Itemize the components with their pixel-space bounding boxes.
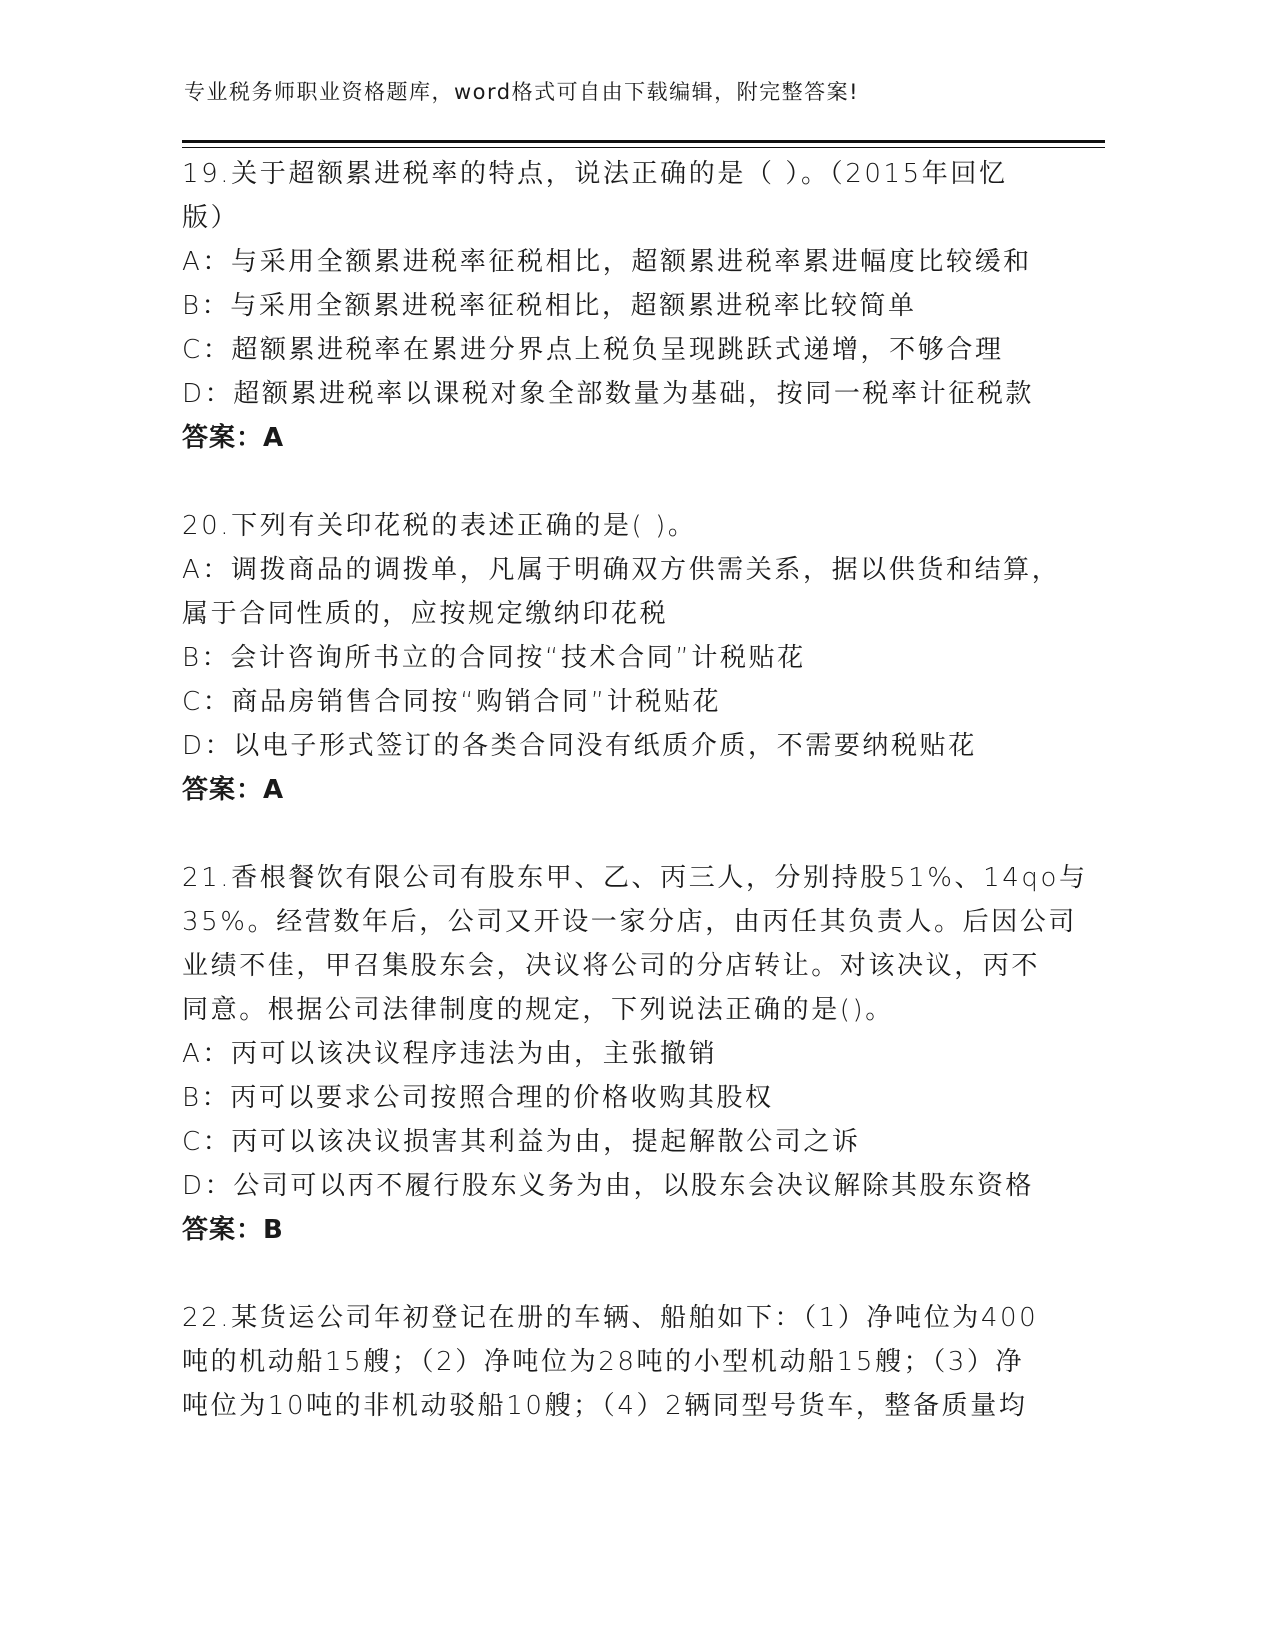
option-a: A：丙可以该决议程序违法为由，主张撤销 (182, 1039, 718, 1069)
question-list (182, 152, 1088, 1428)
option-b: B：与采用全额累进税率征税相比，超额累进税率比较简单 (182, 291, 917, 321)
answer-line: 答案：A (182, 423, 285, 453)
question-stem-line: 吨位为10吨的非机动驳船10艘；（4）2辆同型号货车，整备质量均 (182, 1391, 1028, 1421)
question-stem-line: 22.某货运公司年初登记在册的车辆、船舶如下：（1）净吨位为400 (182, 1303, 1039, 1333)
question-stem-line: 版） (182, 203, 240, 233)
question-21 (182, 856, 1088, 1252)
question-stem-line: 吨的机动船15艘；（2）净吨位为28吨的小型机动船15艘；（3）净 (182, 1347, 1025, 1377)
option-a: A：调拨商品的调拨单，凡属于明确双方供需关系，据以供货和结算， (182, 555, 1061, 585)
question-stem-line: 20.下列有关印花税的表述正确的是( )。 (182, 511, 697, 541)
option-d: D：公司可以丙不履行股东义务为由，以股东会决议解除其股东资格 (182, 1171, 1035, 1201)
question-spacer (182, 1252, 1042, 1296)
option-a: A：与采用全额累进税率征税相比，超额累进税率累进幅度比较缓和 (182, 247, 1032, 277)
question-stem-line: 21.香根餐饮有限公司有股东甲、乙、丙三人，分别持股51%、14qo与 (182, 863, 1088, 893)
question-spacer (182, 812, 1042, 856)
question-stem-line: 同意。根据公司法律制度的规定，下列说法正确的是()。 (182, 995, 894, 1025)
option-b: B：丙可以要求公司按照合理的价格收购其股权 (182, 1083, 774, 1113)
header-note: 专业税务师职业资格题库，word格式可自由下载编辑，附完整答案! (184, 80, 860, 104)
answer-line: 答案：B (182, 1215, 284, 1245)
question-stem-line: 业绩不佳，甲召集股东会，决议将公司的分店转让。对该决议，丙不 (182, 951, 1041, 981)
answer-line: 答案：A (182, 775, 285, 805)
option-c: C：超额累进税率在累进分界点上税负呈现跳跃式递增，不够合理 (182, 335, 1004, 365)
question-22 (182, 1296, 1042, 1428)
question-stem-line: 35%。经营数年后，公司又开设一家分店，由丙任其负责人。后因公司 (182, 907, 1077, 937)
option-c: C：丙可以该决议损害其利益为由，提起解散公司之诉 (182, 1127, 861, 1157)
question-spacer (182, 460, 1042, 504)
option-a-continued: 属于合同性质的，应按规定缴纳印花税 (182, 599, 669, 629)
option-b: B：会计咨询所书立的合同按“技术合同”计税贴花 (182, 643, 806, 673)
header-rule-thin (182, 147, 1105, 148)
option-d: D：超额累进税率以课税对象全部数量为基础，按同一税率计征税款 (182, 379, 1035, 409)
question-19 (182, 152, 1042, 460)
question-20 (182, 504, 1061, 812)
header-rule-thick (182, 140, 1105, 143)
question-stem-line: 19.关于超额累进税率的特点，说法正确的是（ ）。（2015年回忆 (182, 159, 1008, 189)
option-c: C：商品房销售合同按“购销合同”计税贴花 (182, 687, 722, 717)
option-d: D：以电子形式签订的各类合同没有纸质介质，不需要纳税贴花 (182, 731, 977, 761)
